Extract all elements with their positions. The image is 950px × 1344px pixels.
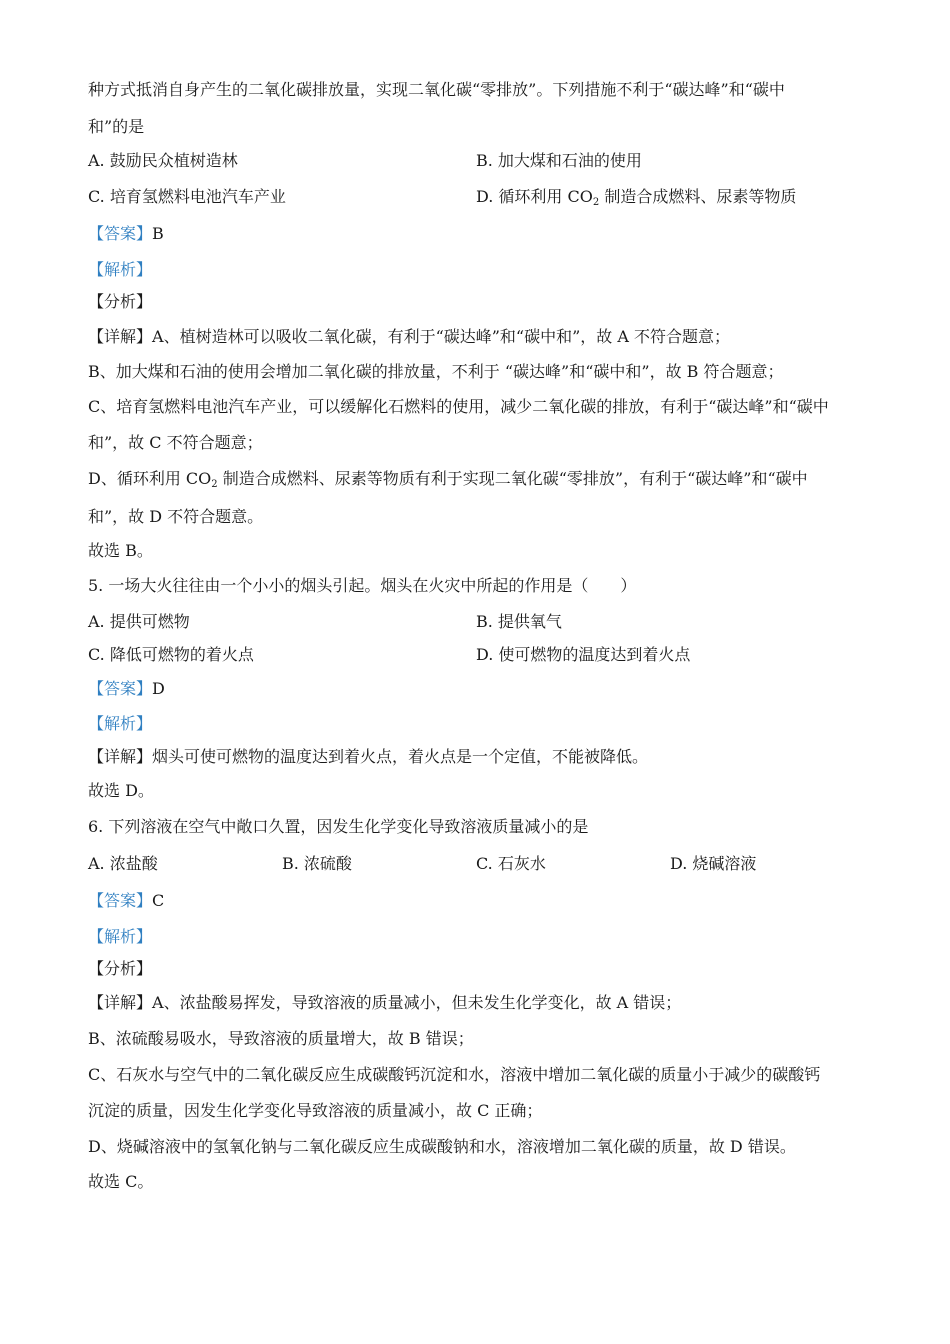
q6-option-a: A. 浓盐酸 <box>88 854 158 873</box>
q6-fenxi: 【分析】 <box>88 959 153 978</box>
q4-detail-d-line-1 <box>88 469 808 495</box>
q5-detail <box>88 747 648 767</box>
q6-option-b: B. 浓硫酸 <box>282 854 352 873</box>
q5-option-c: C. 降低可燃物的着火点 <box>88 645 254 664</box>
q5-detail-tag: 【详解】 <box>88 747 153 766</box>
q4-option-d <box>476 187 796 213</box>
q4-option-a: A. 鼓励民众植树造林 <box>88 151 238 170</box>
q4-conclusion: 故选 B。 <box>88 541 153 560</box>
q4-option-b: B. 加大煤和石油的使用 <box>476 151 642 170</box>
q4-option-c: C. 培育氢燃料电池汽车产业 <box>88 187 286 206</box>
q6-detail-b: B、浓硫酸易吸水，导致溶液的质量增大，故 B 错误； <box>88 1029 474 1048</box>
q4-option-d-sub: 2 <box>592 197 600 208</box>
q5-conclusion: 故选 D。 <box>88 781 154 800</box>
q6-detail-c-line-1: C、石灰水与空气中的二氧化碳反应生成碳酸钙沉淀和水，溶液中增加二氧化碳的质量小于减少的碳酸钙 <box>88 1065 821 1084</box>
q4-detail-c-line-2: 和”，故 C 不符合题意； <box>88 433 263 452</box>
q4-fenxi: 【分析】 <box>88 292 153 311</box>
q6-detail-d: D、烧碱溶液中的氢氧化钠与二氧化碳反应生成碳酸钠和水，溶液增加二氧化碳的质量，故 D 错误。 <box>88 1137 796 1156</box>
q4-answer-value: B <box>152 224 164 243</box>
q6-detail-a-text: A、浓盐酸易挥发，导致溶液的质量减小，但未发生化学变化，故 A 错误； <box>152 993 682 1012</box>
q4-option-d-pre: D. 循环利用 CO <box>476 187 593 206</box>
q6-detail-c-line-2: 沉淀的质量，因发生化学变化导致溶液的质量减小，故 C 正确； <box>88 1101 543 1120</box>
q4-detail-d-post: 制造合成燃料、尿素等物质有利于实现二氧化碳“零排放”，有利于“碳达峰”和“碳中 <box>217 469 808 488</box>
q6-answer-tag: 【答案】 <box>88 891 153 910</box>
q6-option-d: D. 烧碱溶液 <box>670 854 757 873</box>
q4-answer-tag: 【答案】 <box>88 224 153 243</box>
q4-option-d-post: 制造合成燃料、尿素等物质 <box>599 187 797 206</box>
q4-detail-b: B、加大煤和石油的使用会增加二氧化碳的排放量，不利于 “碳达峰”和“碳中和”，故 B 符合题意； <box>88 362 784 381</box>
q5-detail-text: 烟头可使可燃物的温度达到着火点，着火点是一个定值，不能被降低。 <box>152 747 649 766</box>
q5-analysis-tag: 【解析】 <box>88 714 153 733</box>
q4-detail-d-sub: 2 <box>211 479 218 490</box>
q6-analysis-tag: 【解析】 <box>88 927 153 946</box>
q5-option-b: B. 提供氧气 <box>476 612 562 631</box>
q5-stem: 5. 一场大火往往由一个小小的烟头引起。烟头在火灾中所起的作用是（ ） <box>88 576 637 595</box>
q5-answer-tag: 【答案】 <box>88 679 153 698</box>
q5-answer-value: D <box>152 679 165 698</box>
q4-detail-a <box>88 327 730 347</box>
q6-answer-value: C <box>152 891 165 910</box>
q5-option-a: A. 提供可燃物 <box>88 612 190 631</box>
q4-stem-line-1: 种方式抵消自身产生的二氧化碳排放量，实现二氧化碳“零排放”。下列措施不利于“碳达峰”和“碳中 <box>88 80 785 99</box>
q6-answer <box>88 891 164 911</box>
q5-answer <box>88 679 165 699</box>
q4-detail-tag: 【详解】 <box>88 327 153 346</box>
q4-detail-a-text: A、植树造林可以吸收二氧化碳，有利于“碳达峰”和“碳中和”，故 A 不符合题意； <box>152 327 731 346</box>
q6-detail-tag: 【详解】 <box>88 993 153 1012</box>
q4-detail-d-pre: D、循环利用 CO <box>88 469 212 488</box>
q5-option-d: D. 使可燃物的温度达到着火点 <box>476 645 691 664</box>
q4-answer <box>88 224 164 244</box>
q4-detail-c-line-1: C、培育氢燃料电池汽车产业，可以缓解化石燃料的使用，减少二氧化碳的排放，有利于“碳达峰”和“碳中 <box>88 397 829 416</box>
q6-detail-a <box>88 993 681 1013</box>
q4-detail-d-line-2: 和”，故 D 不符合题意。 <box>88 507 264 526</box>
q4-analysis-tag: 【解析】 <box>88 260 153 279</box>
q6-stem: 6. 下列溶液在空气中敞口久置，因发生化学变化导致溶液质量减小的是 <box>88 817 589 836</box>
q6-option-c: C. 石灰水 <box>476 854 546 873</box>
q6-conclusion: 故选 C。 <box>88 1172 154 1191</box>
q4-stem-line-2: 和”的是 <box>88 117 145 136</box>
